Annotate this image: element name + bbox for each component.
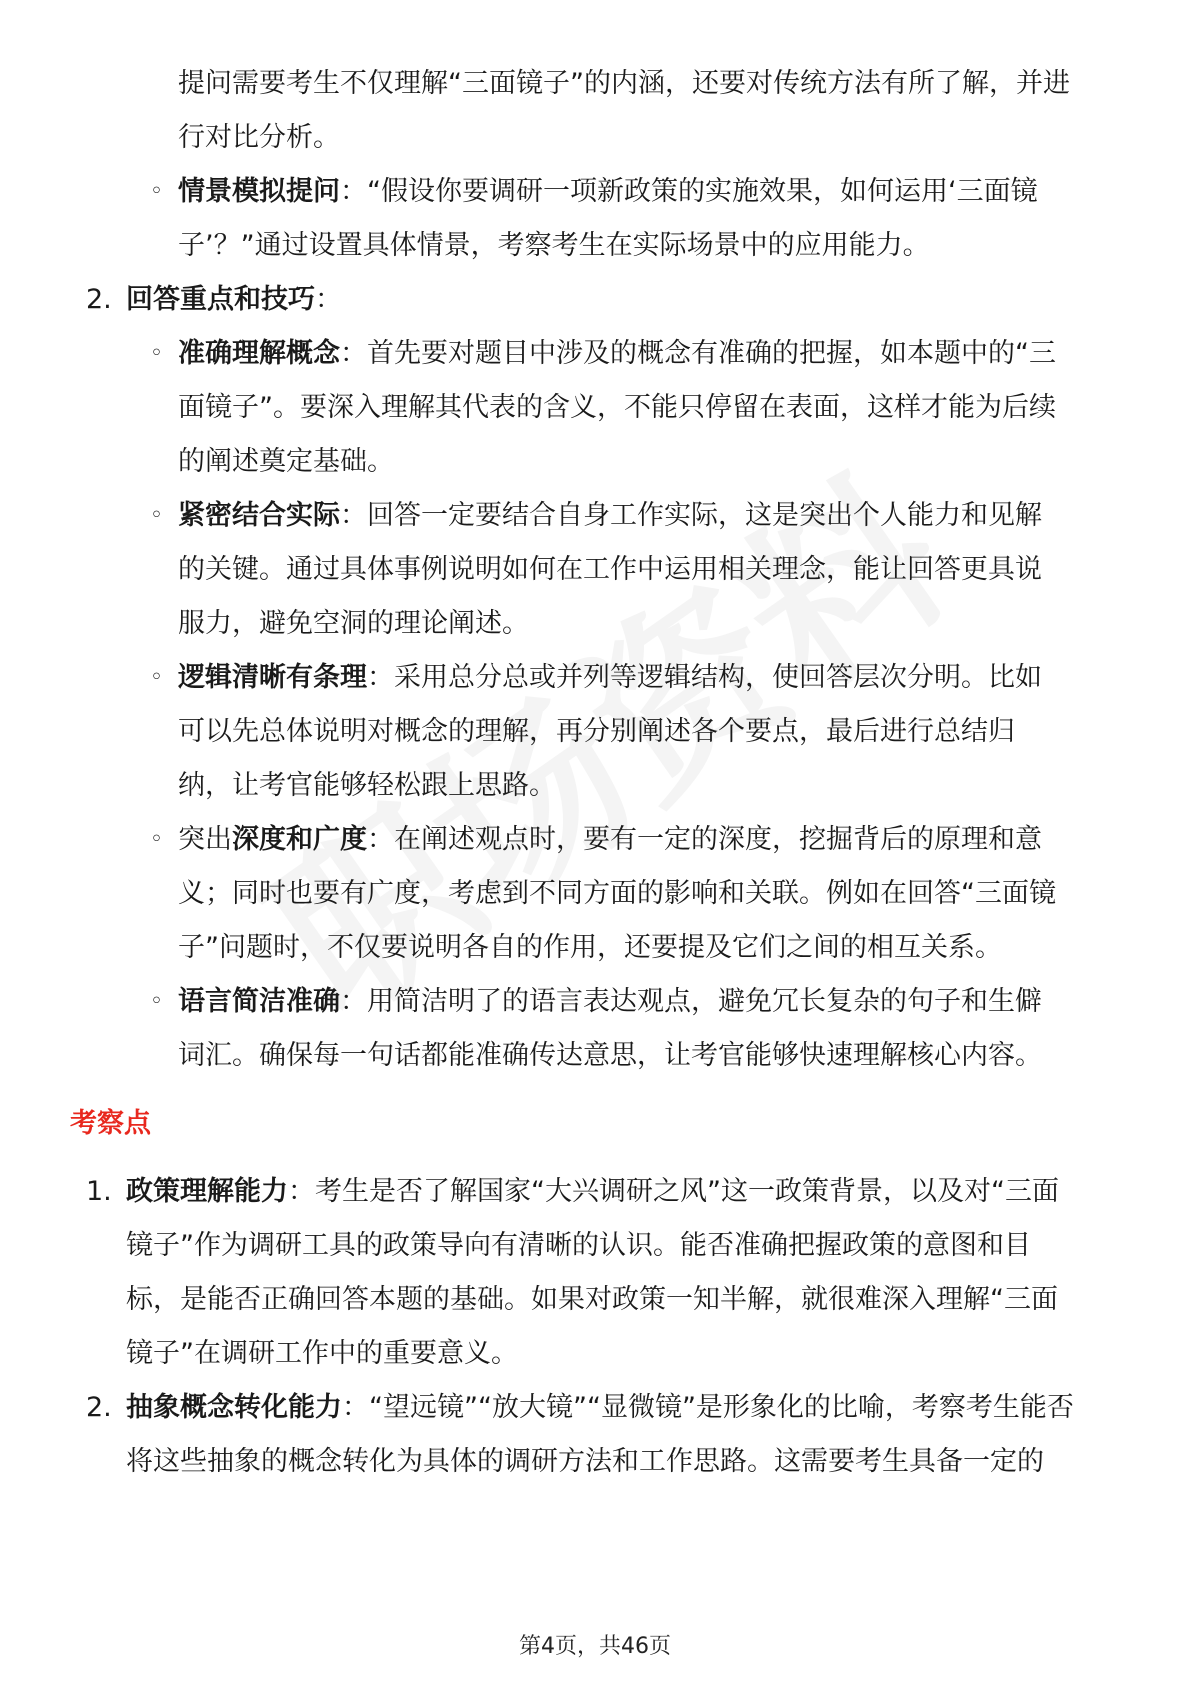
- list-number: 2.: [86, 284, 112, 315]
- bullet-icon: ◦: [150, 179, 163, 204]
- item-text: ：在阐述观点时，要有一定的深度，挖掘背后的原理和意: [367, 824, 1042, 855]
- item-label: 深度和广度: [232, 824, 367, 855]
- text-line: 提问需要考生不仅理解“三面镜子”的内涵，还要对传统方法有所了解，并进: [178, 68, 1070, 99]
- list-item: [178, 658, 1042, 698]
- heading-colon: ：: [315, 284, 342, 315]
- list-item: [178, 820, 1042, 860]
- text-line: 镜子”在调研工作中的重要意义。: [126, 1338, 518, 1369]
- text-line: 子’？”通过设置具体情景，考察考生在实际场景中的应用能力。: [178, 230, 930, 261]
- text-line: 镜子”作为调研工具的政策导向有清晰的认识。能否准确把握政策的意图和目: [126, 1230, 1031, 1261]
- item-label: 准确理解概念: [178, 338, 340, 369]
- item-label: 情景模拟提问: [178, 176, 340, 207]
- list-item: [126, 1388, 1074, 1428]
- text-line: 义；同时也要有广度，考虑到不同方面的影响和关联。例如在回答“三面镜: [178, 878, 1056, 909]
- item-label: 政策理解能力: [126, 1176, 288, 1207]
- list-item: [178, 172, 1038, 212]
- list-number: 1.: [86, 1176, 112, 1207]
- list-number: 2.: [86, 1392, 112, 1423]
- item-text: ：“望远镜”“放大镜”“显微镜”是形象化的比喻，考察考生能否: [342, 1392, 1074, 1423]
- text-line: 面镜子”。要深入理解其代表的含义，不能只停留在表面，这样才能为后续: [178, 392, 1056, 423]
- item-label: 抽象概念转化能力: [126, 1392, 342, 1423]
- text-line: 将这些抽象的概念转化为具体的调研方法和工作思路。这需要考生具备一定的: [126, 1446, 1044, 1477]
- item-text: ：采用总分总或并列等逻辑结构，使回答层次分明。比如: [367, 662, 1042, 693]
- item-label: 语言简洁准确: [178, 986, 340, 1017]
- text-line: 标，是能否正确回答本题的基础。如果对政策一知半解，就很难深入理解“三面: [126, 1284, 1058, 1315]
- item-text: ：回答一定要结合自身工作实际，这是突出个人能力和见解: [340, 500, 1042, 531]
- text-line: 可以先总体说明对概念的理解，再分别阐述各个要点，最后进行总结归: [178, 716, 1015, 747]
- bullet-icon: ◦: [150, 989, 163, 1014]
- section-heading: 考察点: [70, 1108, 151, 1139]
- item-text: ：“假设你要调研一项新政策的实施效果，如何运用‘三面镜: [340, 176, 1038, 207]
- item-label: 紧密结合实际: [178, 500, 340, 531]
- item-text: ：首先要对题目中涉及的概念有准确的把握，如本题中的“三: [340, 338, 1056, 369]
- bullet-icon: ◦: [150, 341, 163, 366]
- text-line: 词汇。确保每一句话都能准确传达意思，让考官能够快速理解核心内容。: [178, 1040, 1042, 1071]
- text-line: 纳，让考官能够轻松跟上思路。: [178, 770, 556, 801]
- item-text: ：考生是否了解国家“大兴调研之风”这一政策背景，以及对“三面: [288, 1176, 1059, 1207]
- item-text: ：用简洁明了的语言表达观点，避免冗长复杂的句子和生僻: [340, 986, 1042, 1017]
- list-item: [178, 496, 1042, 536]
- bullet-icon: ◦: [150, 827, 163, 852]
- list-item: [178, 982, 1042, 1022]
- text-line: 的关键。通过具体事例说明如何在工作中运用相关理念，能让回答更具说: [178, 554, 1042, 585]
- list-heading: [126, 280, 342, 320]
- bullet-icon: ◦: [150, 503, 163, 528]
- text-line: 行对比分析。: [178, 122, 340, 153]
- page-footer: 第4页，共46页: [519, 1634, 671, 1659]
- text-line: 子”问题时，不仅要说明各自的作用，还要提及它们之间的相互关系。: [178, 932, 1002, 963]
- heading-label: 回答重点和技巧: [126, 284, 315, 315]
- item-prefix: 突出: [178, 824, 232, 855]
- text-line: 的阐述奠定基础。: [178, 446, 394, 477]
- bullet-icon: ◦: [150, 665, 163, 690]
- list-item: [126, 1172, 1059, 1212]
- item-label: 逻辑清晰有条理: [178, 662, 367, 693]
- list-item: [178, 334, 1056, 374]
- text-line: 服力，避免空洞的理论阐述。: [178, 608, 529, 639]
